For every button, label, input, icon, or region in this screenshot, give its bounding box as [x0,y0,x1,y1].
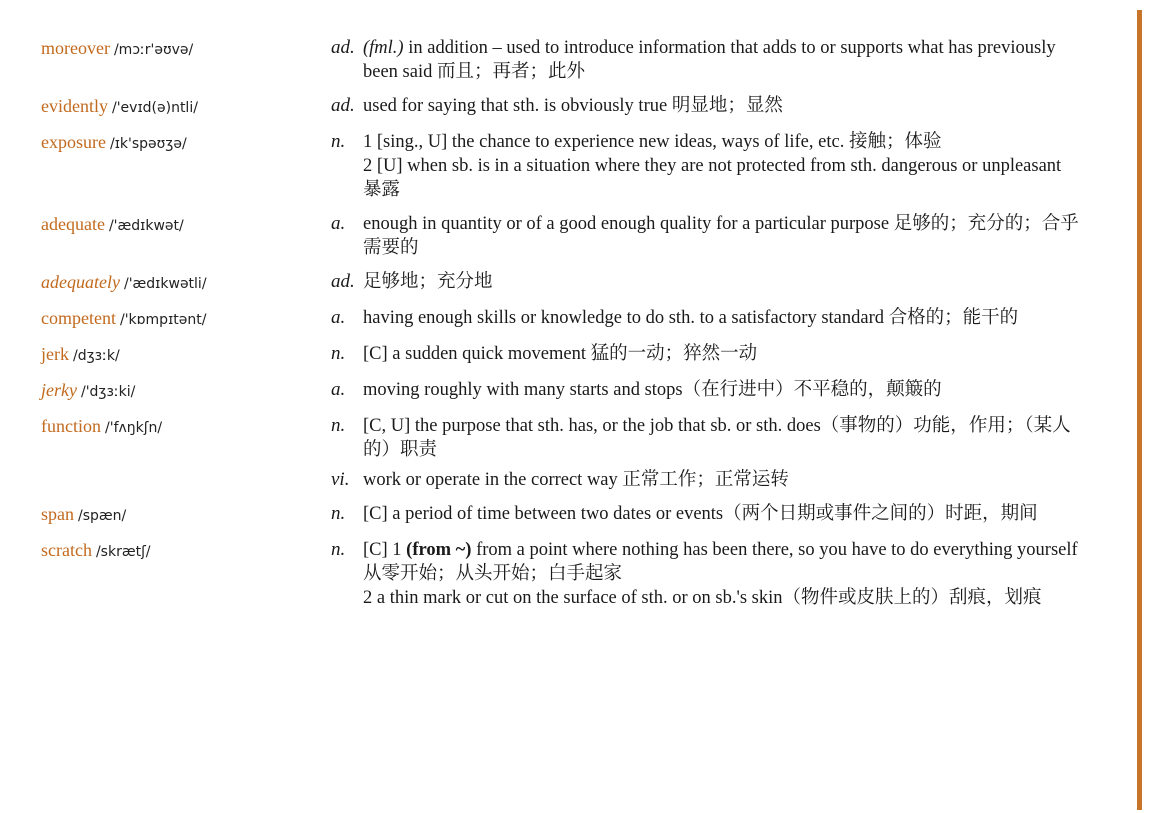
headword: jerky [41,380,77,400]
entry-evidently [41,94,1121,120]
headword: scratch [41,540,92,560]
headword: exposure [41,132,106,152]
part-of-speech: n. [331,343,346,364]
part-of-speech: a. [331,307,346,328]
definition: [C] a period of time between two dates or events（两个日期或事件之间的）时距，期间 [363,504,1038,524]
pronunciation: /'ædɪkwətli/ [123,276,207,292]
pronunciation: /'evɪd(ə)ntli/ [111,100,198,116]
entry-scratch [41,538,1121,610]
entry-jerk [41,342,1121,368]
part-of-speech: ad. [331,37,355,58]
definition: work or operate in the correct way 正常工作；正常运转 [363,470,789,490]
entry-function [41,414,1121,492]
entry-moreover [41,36,1121,84]
part-of-speech: a. [331,379,346,400]
pronunciation: /mɔːr'əʊvə/ [113,42,194,58]
headword: jerk [41,344,69,364]
part-of-speech: n. [331,415,346,436]
definition: [C] 1 (from ~) from a point where nothing has been there, so you have to do everything yourself 从零开始；从头开始；白手起家 2 a thin mark or cut on the surface of sth. or on sb.'s skin（物件或皮肤上的）刮痕，划痕 [363,540,1078,608]
part-of-speech: ad. [331,95,355,116]
part-of-speech: n. [331,503,346,524]
entry-adequate [41,212,1121,260]
entry-span [41,502,1121,528]
pronunciation: /dʒɜːk/ [72,348,120,364]
definition: [C, U] the purpose that sth. has, or the job that sb. or sth. does（事物的）功能，作用；（某人的）职责 [363,416,1071,460]
headword: span [41,504,74,524]
pronunciation: /'ædɪkwət/ [108,218,184,234]
entry-exposure [41,130,1121,202]
definition: used for saying that sth. is obviously true 明显地；显然 [363,96,783,116]
headword: moreover [41,38,110,58]
headword: competent [41,308,116,328]
definition: 足够地；充分地 [363,272,493,292]
pronunciation: /spæn/ [78,508,127,524]
definition: 1 [sing., U] the chance to experience new ideas, ways of life, etc. 接触；体验 2 [U] when sb. is in a situation where they are not protected from sth. dangerous or unpleasant 暴露 [363,132,1062,200]
pronunciation: /ɪk'spəʊʒə/ [109,136,187,152]
pronunciation: /'dʒɜːki/ [80,384,136,400]
definition: (fml.) in addition – used to introduce information that adds to or supports what has previously been said 而且；再者；此外 [363,38,1056,82]
pronunciation: /skrætʃ/ [95,544,151,560]
pronunciation: /'kɒmpɪtənt/ [119,312,207,328]
part-of-speech: vi. [331,469,350,490]
definition: having enough skills or knowledge to do sth. to a satisfactory standard 合格的；能干的 [363,308,1019,328]
accent-bar [1137,10,1142,810]
headword: function [41,416,101,436]
definition: enough in quantity or of a good enough quality for a particular purpose 足够的；充分的；合乎需要的 [363,214,1079,258]
headword: adequately [41,272,120,292]
headword: adequate [41,214,105,234]
part-of-speech: n. [331,131,346,152]
entry-competent [41,306,1121,332]
headword: evidently [41,96,108,116]
entry-adequately [41,270,1121,296]
entry-jerky [41,378,1121,404]
vocabulary-list [41,36,1121,610]
definition: moving roughly with many starts and stops（在行进中）不平稳的，颠簸的 [363,380,942,400]
pronunciation: /'fʌŋkʃn/ [105,420,163,436]
part-of-speech: n. [331,539,346,560]
definition: [C] a sudden quick movement 猛的一动；猝然一动 [363,344,758,364]
part-of-speech: ad. [331,271,355,292]
part-of-speech: a. [331,213,346,234]
